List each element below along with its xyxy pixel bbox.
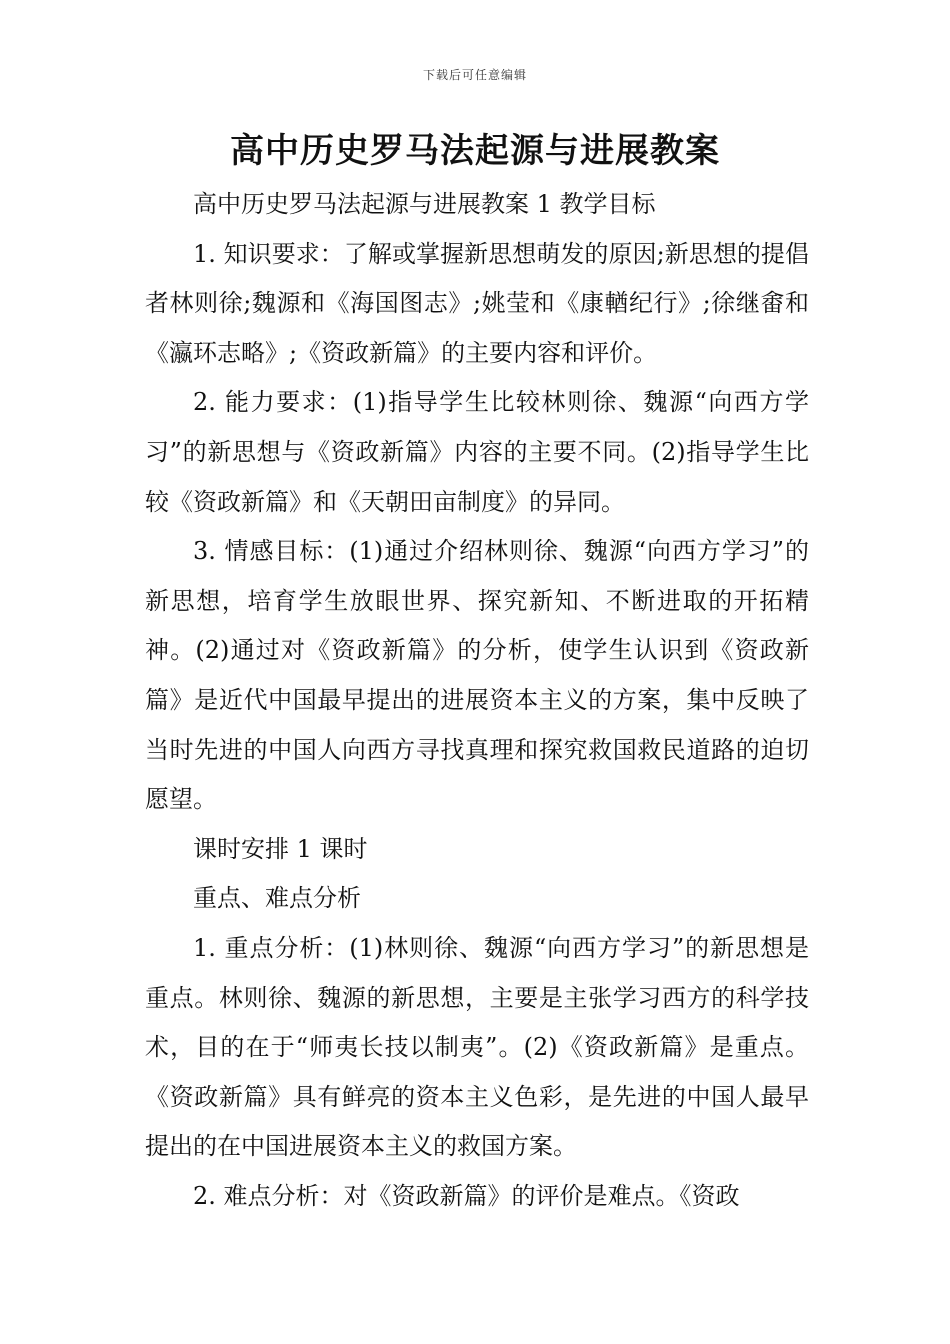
paragraph-emotion-goal: 3. 情感目标：(1)通过介绍林则徐、魏源“向西方学习”的新思想，培育学生放眼世界、探究新知、不断进取的开拓精神。(2)通过对《资政新篇》的分析，使学生认识到《资政新篇》是近代中国最早提出的进展资本主义的方案，集中反映了当时先进的中国人向西方寻找真理和探究救国救民道路的迫切愿望。 — [145, 537, 809, 814]
paragraph-ability-requirement: 2. 能力要求：(1)指导学生比较林则徐、魏源“向西方学习”的新思想与《资政新篇》内容的主要不同。(2)指导学生比较《资政新篇》和《天朝田亩制度》的异同。 — [145, 388, 809, 516]
paragraph-key-difficult-heading: 重点、难点分析 — [193, 884, 361, 913]
paragraph-class-hours: 课时安排 1 课时 — [193, 834, 368, 863]
document-title: 高中历史罗马法起源与进展教案 — [230, 131, 720, 171]
paragraph-key-analysis: 1. 重点分析：(1)林则徐、魏源“向西方学习”的新思想是重点。林则徐、魏源的新思想，主要是主张学习西方的科学技术，目的在于“师夷长技以制夷”。(2)《资政新篇》是重点。《资政新篇》具有鲜亮的资本主义色彩，是先进的中国人最早提出的在中国进展资本主义的救国方案。 — [145, 933, 809, 1161]
document-body — [145, 180, 809, 1221]
paragraph-difficult-analysis: 2. 难点分析：对《资政新篇》的评价是难点。《资政 — [193, 1181, 740, 1210]
paragraph-knowledge-requirement: 1. 知识要求：了解或掌握新思想萌发的原因;新思想的提倡者林则徐;魏源和《海国图志》;姚莹和《康輶纪行》;徐继畬和《瀛环志略》;《资政新篇》的主要内容和评价。 — [145, 239, 809, 367]
paragraph-subtitle: 高中历史罗马法起源与进展教案 1 教学目标 — [193, 190, 656, 218]
header-note: 下载后可任意编辑 — [422, 68, 527, 82]
